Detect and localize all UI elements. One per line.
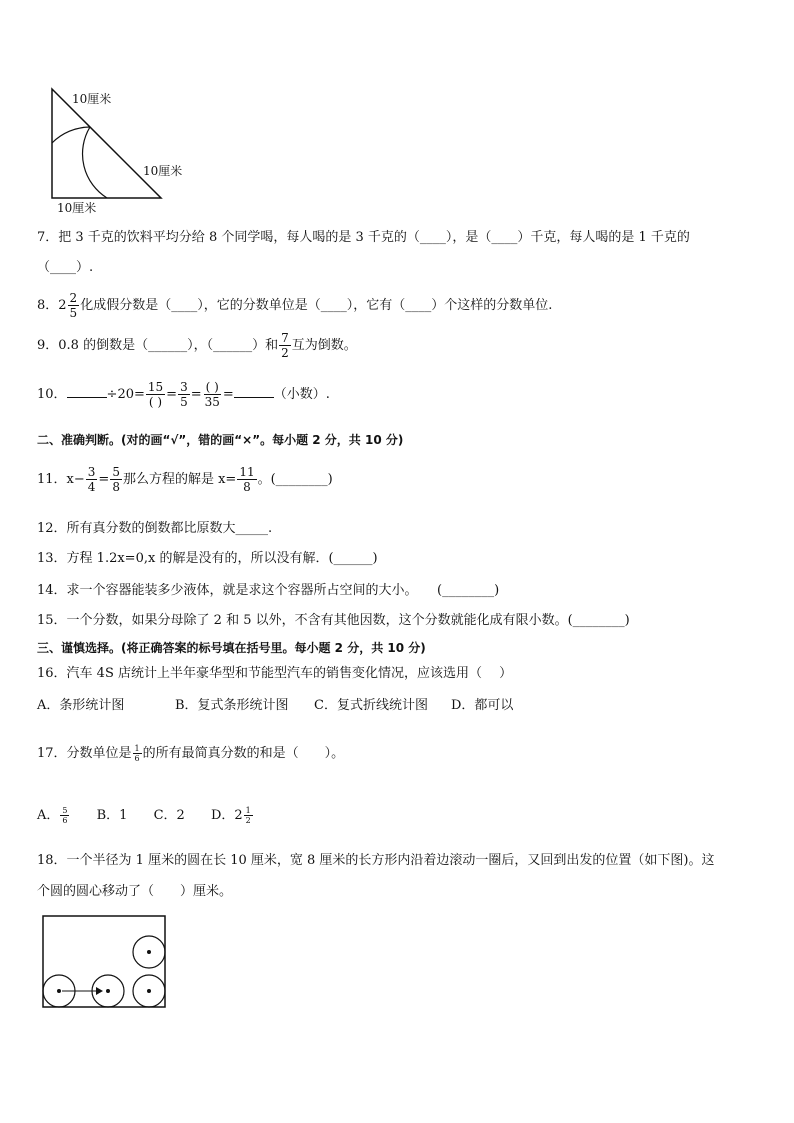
fraction-denominator: 5 [69, 306, 78, 320]
question-11-suffix: 。(________) [257, 472, 333, 487]
fraction-numerator: 5 [62, 806, 68, 815]
equals-sign: = [190, 387, 202, 402]
fraction-denominator: 5 [180, 395, 188, 409]
fraction-numerator: 1 [245, 806, 251, 815]
question-15: 15．一个分数，如果分母除了 2 和 5 以外，不含有其他因数，这个分数就能化成有限小数。(________) [37, 613, 630, 628]
question-16-option-a: A．条形统计图 [37, 698, 125, 713]
question-8-prefix: 8．2 [37, 298, 67, 313]
fraction-numerator: 7 [281, 331, 289, 345]
question-13: 13．方程 1.2x=0,x 的解是没有的，所以没有解．(______) [37, 551, 378, 566]
equals-sign: = [166, 387, 178, 402]
fraction-denominator: 2 [281, 346, 289, 360]
question-17-prefix: 17．分数单位是 [37, 746, 132, 761]
equals-sign: = [98, 472, 110, 487]
question-16-option-c: C．复式折线统计图 [314, 698, 428, 713]
question-17-suffix: 的所有最简真分数的和是（ ）。 [142, 746, 345, 761]
fraction-numerator: 2 [69, 291, 78, 305]
divide-20: ÷20= [106, 387, 145, 402]
fraction-denominator: 2 [245, 816, 251, 825]
label-hypotenuse-mid: 10厘米 [143, 164, 183, 178]
fraction-denominator: 6 [134, 754, 140, 763]
option-b: B．1 [96, 808, 128, 823]
question-7-line1: 7．把 3 千克的饮料平均分给 8 个同学喝，每人喝的是 3 千克的（____），是（____）千克，每人喝的是 1 千克的 [37, 230, 690, 245]
question-10-prefix: 10． [37, 387, 67, 402]
question-18-line1: 18．一个半径为 1 厘米的圆在长 10 厘米，宽 8 厘米的长方形内沿着边滚动一圈后，又回到出发的位置（如下图)。这 [37, 853, 715, 868]
fraction-denominator: 4 [87, 480, 96, 494]
option-c: C．2 [153, 808, 185, 823]
question-9-suffix: 互为倒数。 [291, 338, 357, 353]
question-11-mid: 那么方程的解是 x= [122, 472, 237, 487]
option-d-label: D．2 [210, 808, 243, 823]
question-9-prefix: 9．0.8 的倒数是（______），（______）和 [37, 338, 279, 353]
fraction-denominator: 8 [243, 480, 251, 494]
fraction-numerator: 15 [147, 380, 164, 394]
question-18-line2: 个圆的圆心移动了（ ）厘米。 [37, 884, 233, 899]
question-12: 12．所有真分数的倒数都比原数大_____. [37, 521, 273, 536]
question-16-option-d: D．都可以 [451, 698, 514, 713]
question-11-prefix: 11．x− [37, 472, 85, 487]
question-14: 14．求一个容器能装多少液体，就是求这个容器所占空间的大小。 (________) [37, 583, 500, 598]
question-8-suffix: 化成假分数是（____），它的分数单位是（____），它有（____）个这样的分数单位. [80, 298, 553, 313]
fraction-numerator: 11 [239, 465, 255, 479]
fraction-denominator: ( ) [148, 395, 163, 409]
fraction-denominator: 6 [62, 816, 68, 825]
equals-sign: = [222, 387, 234, 402]
question-10-suffix: （小数）. [273, 387, 330, 402]
section-3-heading: 三、谨慎选择。(将正确答案的标号填在括号里。每小题 2 分，共 10 分) [37, 641, 426, 655]
fraction-numerator: ( ) [205, 380, 219, 394]
section-2-heading: 二、准确判断。(对的画“√”，错的画“×”。每小题 2 分，共 10 分) [37, 433, 404, 447]
fraction-numerator: 5 [112, 465, 120, 479]
fraction-numerator: 3 [180, 380, 188, 394]
fraction-numerator: 3 [87, 465, 96, 479]
question-16-stem: 16．汽车 4S 店统计上半年豪华型和节能型汽车的销售变化情况，应该选用（ ） [37, 666, 513, 681]
label-hypotenuse-top: 10厘米 [72, 92, 112, 106]
label-base: 10厘米 [57, 201, 97, 215]
question-16-option-b: B．复式条形统计图 [175, 698, 289, 713]
fraction-denominator: 8 [112, 480, 120, 494]
fraction-denominator: 35 [204, 395, 220, 409]
question-7-line2: （____）. [37, 260, 94, 275]
option-a-label: A． [37, 808, 60, 823]
fraction-numerator: 1 [134, 744, 140, 753]
